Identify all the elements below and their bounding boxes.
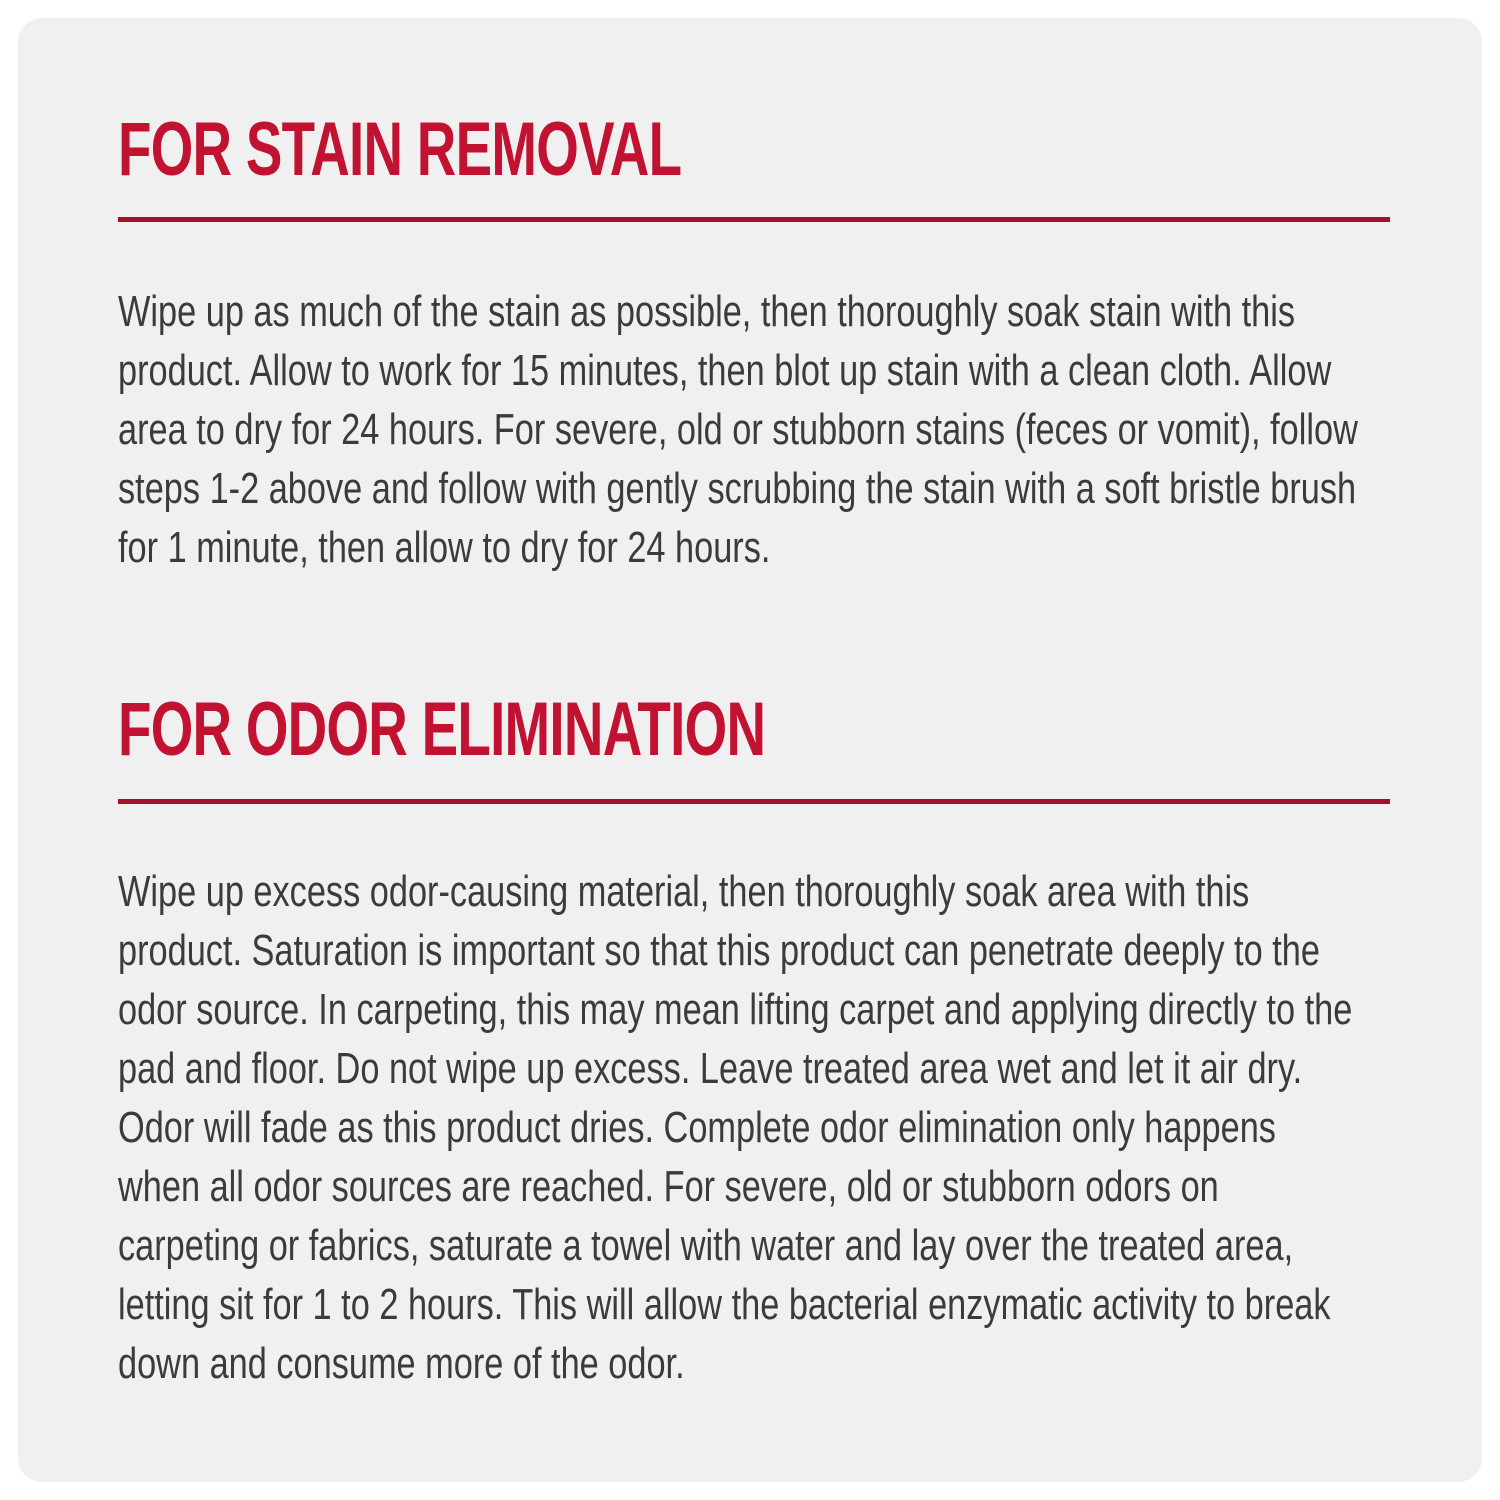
- odor-elimination-heading: FOR ODOR ELIMINATION: [118, 687, 766, 772]
- odor-elimination-divider-rule: [118, 799, 1390, 804]
- stain-removal-divider-rule: [118, 217, 1390, 222]
- instructions-panel: [18, 18, 1482, 1482]
- section-stain-removal: [118, 107, 1390, 577]
- stain-removal-instructions-text: Wipe up as much of the stain as possible, then thoroughly soak stain with this product. Allow to work for 15 minutes, then blot up stain with a clean cloth. Allow area to dry for 24 hours. For severe, old or stubborn stains (feces or vomit), follow steps 1-2 above and follow with gently scrubbing the stain with a soft bristle brush for 1 minute, then allow to dry for 24 hours.: [118, 287, 1358, 572]
- stain-removal-heading: FOR STAIN REMOVAL: [118, 107, 682, 192]
- odor-elimination-instructions-text: Wipe up excess odor-causing material, then thoroughly soak area with this product. Saturation is important so that this product can penetrate deeply to the odor source. In carpeting, this may mean lifting carpet and applying directly to the pad and floor. Do not wipe up excess. Leave treated area wet and let it air dry. Odor will fade as this product dries. Complete odor elimination only happens when all odor sources are reached. For severe, old or stubborn odors on carpeting or fabrics, saturate a towel with water and lay over the treated area, letting sit for 1 to 2 hours. This will allow the bacterial enzymatic activity to break down and consume more of the odor.: [118, 867, 1353, 1388]
- section-odor-elimination: [118, 687, 1390, 1393]
